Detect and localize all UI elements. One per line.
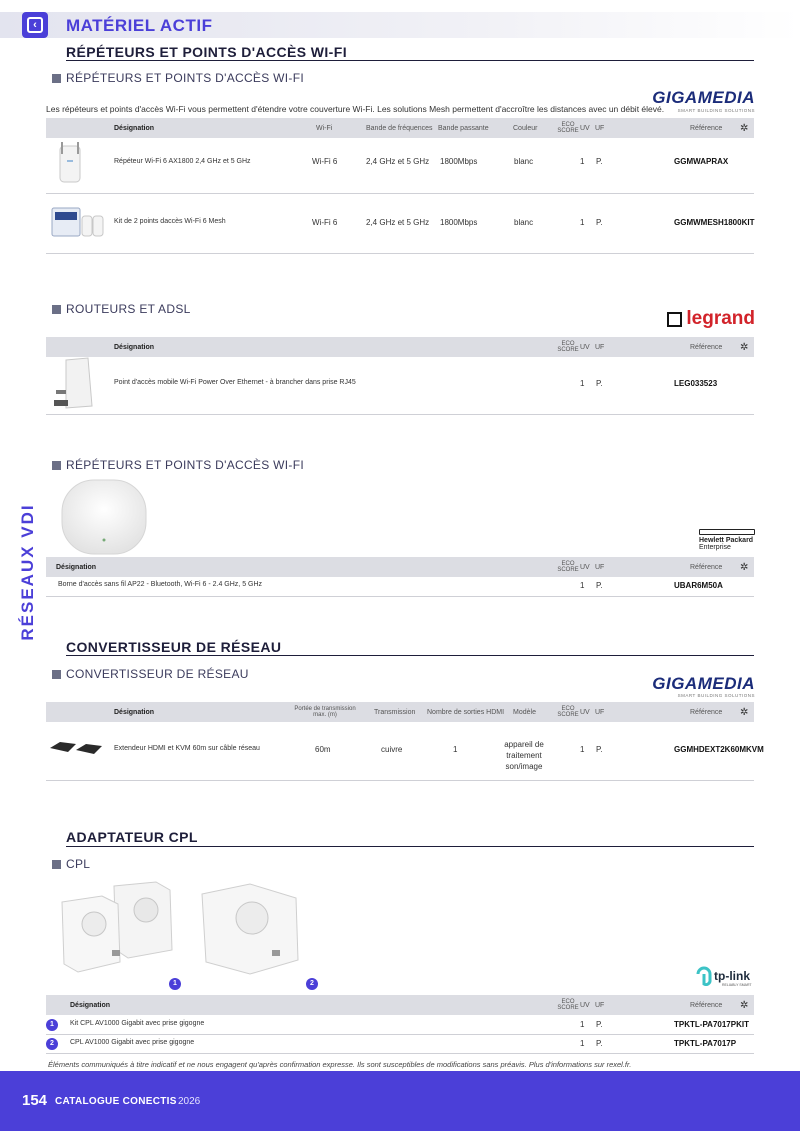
settings-gear-icon[interactable]: ✲: [740, 561, 749, 573]
table-header-converter: Désignation Portée de transmission max. (m) Transmission Nombre de sorties HDMI Modèle ECO SCORE UV UF Référence ✲: [46, 702, 754, 722]
row-divider: [46, 414, 754, 415]
subsection-title-wifi-ap: RÉPÉTEURS ET POINTS D'ACCÈS WI-FI: [52, 458, 304, 472]
gigamedia-logo: GIGAMEDIA: [652, 88, 755, 107]
reference-code[interactable]: GGMHDEXT2K60MKVM: [674, 745, 764, 754]
row-designation: Répéteur Wi-Fi 6 AX1800 2,4 GHz et 5 GHz: [114, 158, 251, 165]
row-divider: [46, 1053, 754, 1054]
bullet-square-icon: [52, 74, 61, 83]
table-header-wifi-ap: Désignation ECO SCORE UV UF Référence ✲: [46, 557, 754, 577]
hpe-logo: Hewlett Packard: [699, 537, 754, 544]
catalog-year: 2026: [178, 1096, 201, 1107]
bullet-square-icon: [52, 860, 61, 869]
row-designation: Kit CPL AV1000 Gigabit avec prise gigogne: [70, 1020, 205, 1027]
gigamedia-tagline: SMART BUILDING SOLUTIONS: [677, 108, 755, 113]
hpe-logo-mark-icon: [699, 529, 755, 535]
section-title-wifi: RÉPÉTEURS ET POINTS D'ACCÈS WI-FI: [66, 44, 347, 60]
gigamedia-logo: GIGAMEDIA: [652, 674, 755, 693]
row-divider: [46, 596, 754, 597]
back-button[interactable]: [22, 12, 48, 38]
section-divider: [66, 60, 754, 61]
subsection-title-converter: CONVERTISSEUR DE RÉSEAU: [52, 667, 249, 681]
section-title-cpl: ADAPTATEUR CPL: [66, 829, 198, 845]
reference-code[interactable]: LEG033523: [674, 379, 718, 388]
row-divider: [46, 1034, 754, 1035]
table-header-routers: Désignation ECO SCORE UV UF Référence ✲: [46, 337, 754, 357]
intro-text: Les répéteurs et points d'accès Wi-Fi vous permettent d'étendre votre couverture Wi-Fi. Les solutions Mesh permettent d'accroître les distances avec un débit élevé.: [46, 104, 665, 114]
reference-code[interactable]: TPKTL-PA7017PKIT: [674, 1020, 749, 1029]
product-badge-1: 1: [169, 978, 181, 990]
subsection-title-cpl: CPL: [52, 857, 90, 871]
reference-code[interactable]: GGMWAPRAX: [674, 157, 729, 166]
bullet-square-icon: [52, 670, 61, 679]
table-header-cpl: Désignation ECO SCORE UV UF Référence ✲: [46, 995, 754, 1015]
gigamedia-tagline: SMART BUILDING SOLUTIONS: [677, 693, 755, 698]
subsection-title-routers: ROUTEURS ET ADSL: [52, 302, 191, 316]
row-designation: Kit de 2 points daccès Wi-Fi 6 Mesh: [114, 218, 226, 225]
row-divider: [46, 193, 754, 194]
settings-gear-icon[interactable]: ✲: [740, 122, 749, 134]
hdmi-extender-image: [48, 738, 104, 758]
row-divider: [46, 253, 754, 254]
row-designation: Extendeur HDMI et KVM 60m sur câble réseau: [114, 745, 260, 752]
reference-code[interactable]: UBAR6M50A: [674, 581, 723, 590]
wifi-repeater-image: [52, 140, 88, 186]
page-title: MATÉRIEL ACTIF: [66, 16, 213, 35]
access-point-image: [52, 356, 102, 412]
subsection-title-wifi: RÉPÉTEURS ET POINTS D'ACCÈS WI-FI: [52, 71, 304, 85]
reference-code[interactable]: TPKTL-PA7017P: [674, 1039, 737, 1048]
disclaimer-note: Éléments communiqués à titre indicatif et ne nous engagent qu'après confirmation expresse. Ils sont susceptibles de modifications sans préavis. Plus d'informations sur rexel.fr.: [48, 1060, 632, 1069]
row-divider: [46, 780, 754, 781]
cpl-kit-image: [56, 880, 178, 974]
tplink-mark-icon: [694, 966, 714, 986]
bullet-square-icon: [52, 305, 61, 314]
legrand-mark-icon: [667, 312, 682, 327]
row-badge-2: 2: [46, 1038, 58, 1050]
section-divider: [66, 655, 754, 656]
settings-gear-icon[interactable]: ✲: [740, 341, 749, 353]
back-arrow-icon: ‹: [27, 17, 43, 33]
wireless-ap-image: [58, 476, 150, 558]
settings-gear-icon[interactable]: ✲: [740, 999, 749, 1011]
section-title-converter: CONVERTISSEUR DE RÉSEAU: [66, 639, 282, 655]
table-header-wifi: Désignation Wi-Fi Bande de fréquences Bande passante Couleur ECO SCORE UV UF Référence ✲: [46, 118, 754, 138]
row-designation: CPL AV1000 Gigabit avec prise gigogne: [70, 1039, 195, 1046]
page-number: 154: [22, 1092, 48, 1109]
catalog-name: CATALOGUE CONECTIS: [55, 1096, 177, 1107]
section-divider: [66, 846, 754, 847]
reference-code[interactable]: GGMWMESH1800KIT: [674, 218, 755, 227]
row-designation: Borne d'accès sans fil AP22 - Bluetooth, Wi-Fi 6 - 2.4 GHz, 5 GHz: [58, 581, 263, 588]
hpe-logo-sub: Enterprise: [699, 544, 731, 551]
row-designation: Point d'accès mobile Wi-Fi Power Over Ethernet - à brancher dans prise RJ45: [114, 379, 356, 386]
cpl-single-image: [196, 878, 302, 978]
product-badge-2: 2: [306, 978, 318, 990]
side-section-label: RÉSEAUX VDI: [18, 503, 37, 641]
mesh-kit-image: [50, 202, 106, 242]
legrand-logo: legrand: [664, 308, 755, 330]
tplink-logo: tp-link RELIABLY SMART: [694, 966, 756, 990]
bullet-square-icon: [52, 461, 61, 470]
row-badge-1: 1: [46, 1019, 58, 1031]
settings-gear-icon[interactable]: ✲: [740, 706, 749, 718]
